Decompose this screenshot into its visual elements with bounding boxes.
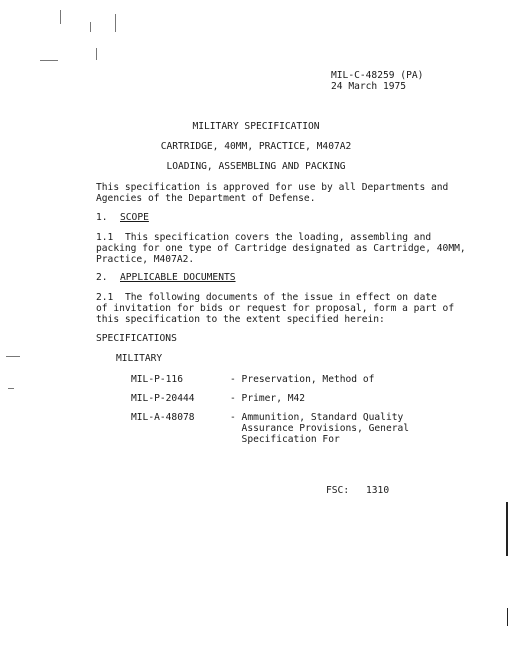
document-description: Specification For — [230, 434, 340, 445]
title-loading: LOADING, ASSEMBLING AND PACKING — [166, 161, 346, 172]
document-description: - Preservation, Method of — [230, 374, 375, 385]
section1-text-line1: This specification covers the loading, assembling and — [125, 232, 432, 243]
spec-number: MIL-C-48259 (PA) — [331, 70, 424, 81]
section1-number: 1. — [96, 212, 108, 223]
fsc-value: 1310 — [366, 485, 390, 496]
scan-speck — [115, 14, 116, 32]
document-description: - Primer, M42 — [230, 393, 306, 404]
title-military-specification: MILITARY SPECIFICATION — [192, 121, 320, 132]
section1-para-number: 1.1 — [96, 232, 114, 243]
document-code: MIL-P-116 — [131, 374, 183, 385]
scan-edge-mark — [507, 608, 508, 626]
section1-title: SCOPE — [120, 212, 149, 223]
document-description: - Ammunition, Standard Quality — [230, 412, 404, 423]
scan-speck — [8, 388, 14, 389]
document-code: MIL-A-48078 — [131, 412, 195, 423]
spec-date: 24 March 1975 — [331, 81, 407, 92]
section1-text-line2: packing for one type of Cartridge designated as Cartridge, 40MM, — [96, 243, 466, 254]
fsc-label: FSC: — [326, 485, 350, 496]
scan-speck — [6, 356, 20, 357]
document-code: MIL-P-20444 — [131, 393, 195, 404]
scan-speck — [90, 22, 91, 32]
section2-number: 2. — [96, 272, 108, 283]
section2-title: APPLICABLE DOCUMENTS — [120, 272, 236, 283]
section2-para-number: 2.1 — [96, 292, 114, 303]
section1-text-line3: Practice, M407A2. — [96, 254, 195, 265]
specifications-label: SPECIFICATIONS — [96, 333, 177, 344]
title-cartridge: CARTRIDGE, 40MM, PRACTICE, M407A2 — [160, 141, 352, 152]
scan-edge-mark — [506, 502, 508, 556]
section2-text-line1: The following documents of the issue in effect on date — [125, 292, 437, 303]
scan-speck — [96, 48, 97, 60]
approval-statement-line1: This specification is approved for use by all Departments and — [96, 182, 449, 193]
scan-speck — [40, 60, 58, 61]
section2-text-line3: this specification to the extent specified herein: — [96, 314, 385, 325]
section2-text-line2: of invitation for bids or request for proposal, form a part of — [96, 303, 455, 314]
scan-speck — [60, 10, 61, 24]
document-description: Assurance Provisions, General — [230, 423, 410, 434]
approval-statement-line2: Agencies of the Department of Defense. — [96, 193, 316, 204]
military-label: MILITARY — [116, 353, 163, 364]
